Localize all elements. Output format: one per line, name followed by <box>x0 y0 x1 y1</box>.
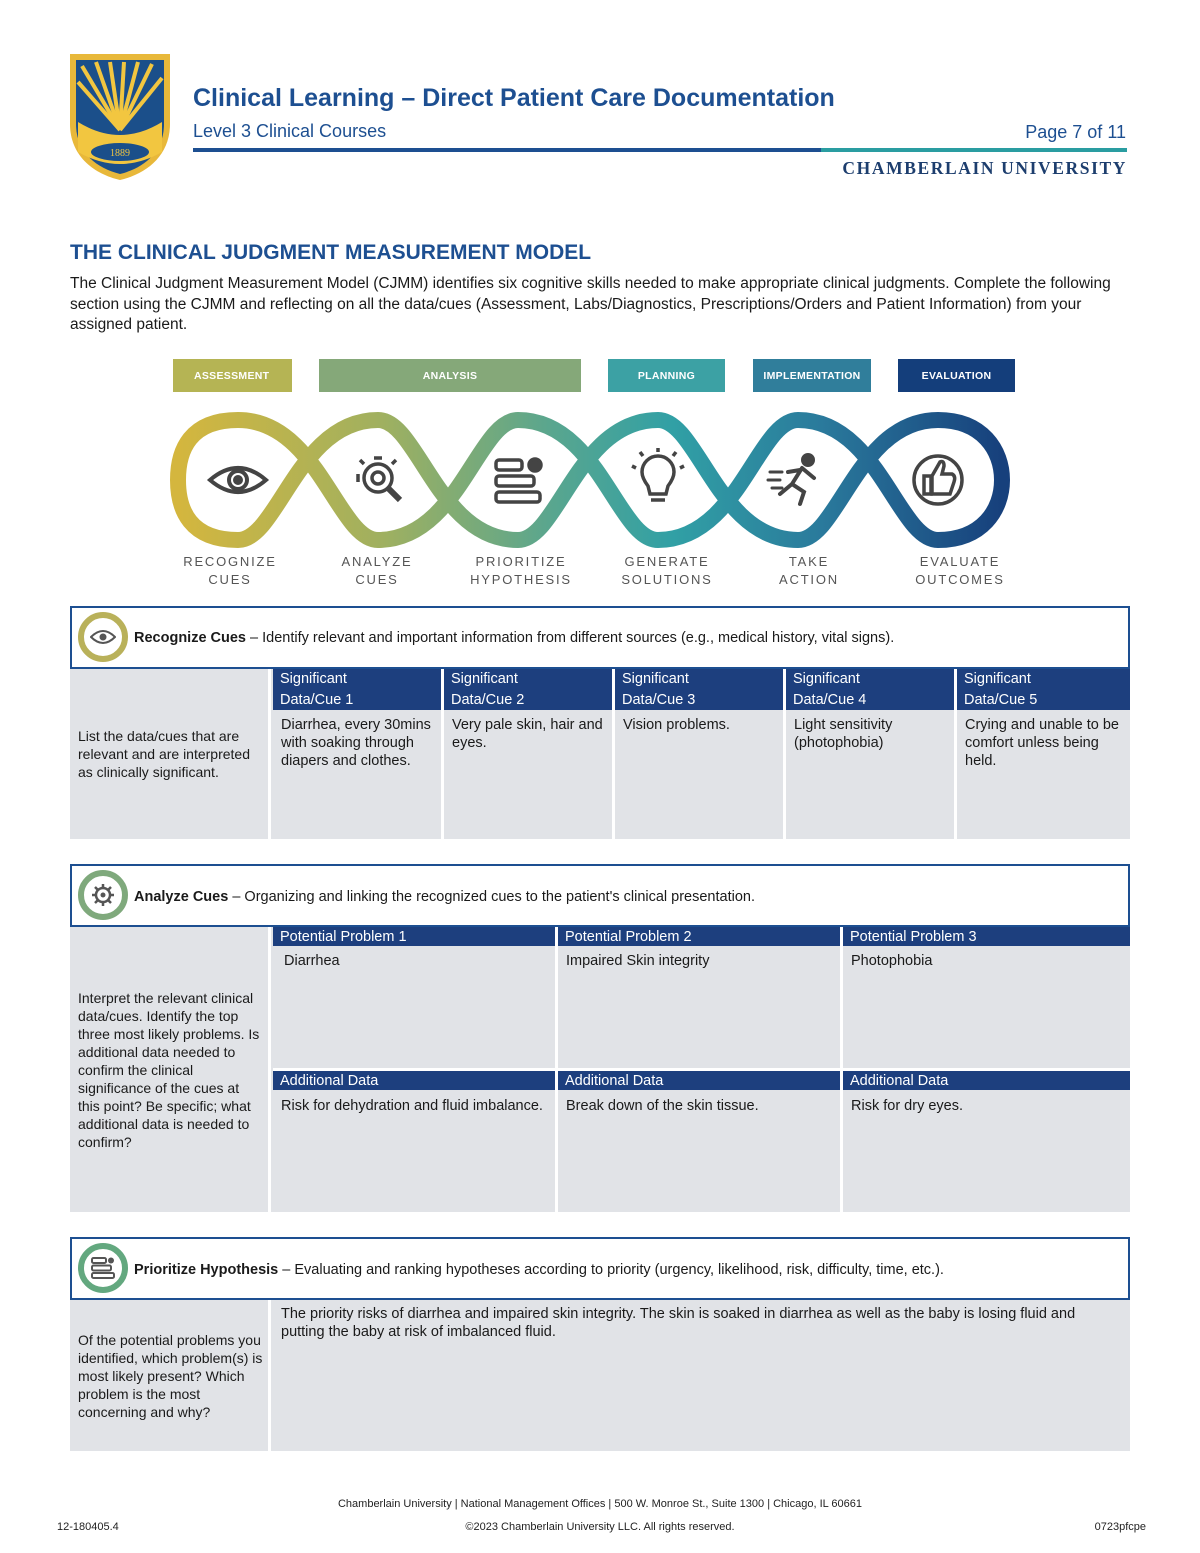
additional-data-value-3: Risk for dry eyes. <box>851 1098 963 1114</box>
step-prioritize-hypothesis: PRIORITIZE HYPOTHESIS <box>470 554 572 587</box>
step-evaluate-outcomes: EVALUATE OUTCOMES <box>915 554 1005 587</box>
column-divider <box>441 669 444 839</box>
cue-value-5: Crying and unable to be comfort unless being held. <box>965 717 1119 769</box>
additional-data-value-1: Risk for dehydration and fluid imbalance. <box>281 1098 543 1114</box>
header-rule-teal <box>821 148 1127 152</box>
step-recognize-cues: RECOGNIZE CUES <box>183 554 277 587</box>
university-wordmark: CHAMBERLAIN UNIVERSITY <box>842 158 1127 178</box>
svg-text:1889: 1889 <box>110 148 130 159</box>
eye-icon <box>78 612 128 662</box>
phase-analysis: ANALYSIS <box>319 359 581 392</box>
additional-data-header-3: Additional Data <box>843 1071 1130 1090</box>
thumbs-up-icon <box>914 456 962 504</box>
cjmm-helix-diagram <box>160 410 1030 550</box>
cue-header-3: Significant Data/Cue 3 <box>615 669 783 710</box>
eye-icon <box>210 468 266 492</box>
column-divider <box>783 669 786 839</box>
step-analyze-cues: ANALYZE CUES <box>341 554 413 587</box>
problem-value-2: Impaired Skin integrity <box>566 953 710 969</box>
phase-assessment: ASSESSMENT <box>173 359 292 392</box>
analyze-cues-table <box>70 927 1130 1212</box>
additional-data-header-1: Additional Data <box>273 1071 555 1090</box>
step-take-action: TAKE ACTION <box>779 554 839 587</box>
running-person-icon <box>768 455 814 504</box>
cue-header-2: Significant Data/Cue 2 <box>444 669 612 710</box>
analyze-cues-title: Analyze Cues – Organizing and linking the recognized cues to the patient's clinical presentation. <box>134 889 755 905</box>
problem-header-2: Potential Problem 2 <box>558 927 840 946</box>
step-generate-solutions: GENERATE SOLUTIONS <box>621 554 713 587</box>
document-subtitle: Level 3 Clinical Courses <box>193 121 387 141</box>
lightbulb-icon <box>632 448 684 500</box>
problem-value-1: Diarrhea <box>284 953 340 969</box>
prioritize-hypothesis-header <box>70 1237 1130 1300</box>
footer-address: Chamberlain University | National Management Offices | 500 W. Monroe St., Suite 1300 | Chicago, IL 60661 <box>337 1498 862 1510</box>
cue-value-1: Diarrhea, every 30mins with soaking through diapers and clothes. <box>281 717 431 769</box>
column-divider <box>612 669 615 839</box>
additional-data-value-2: Break down of the skin tissue. <box>566 1098 759 1114</box>
gear-icon <box>78 870 128 920</box>
problem-value-3: Photophobia <box>851 953 933 969</box>
gear-magnifier-icon <box>358 458 400 500</box>
phase-evaluation: EVALUATION <box>898 359 1015 392</box>
analyze-prompt: Interpret the relevant clinical data/cues. Identify the top three most likely problems. Is additional data needed to confirm the clinical significance of the cues at this point? Be specific; what additional data is needed to confirm? <box>70 927 271 1212</box>
prioritize-hypothesis-title: Prioritize Hypothesis – Evaluating and ranking hypotheses according to priority (urgency, likelihood, risk, difficulty, time, etc.). <box>134 1262 944 1278</box>
problem-header-3: Potential Problem 3 <box>843 927 1130 946</box>
analyze-cues-header <box>70 864 1130 927</box>
university-crest-logo <box>68 52 172 182</box>
cue-header-1: Significant Data/Cue 1 <box>273 669 441 710</box>
stacked-list-icon <box>78 1243 128 1293</box>
recognize-cues-header <box>70 606 1130 669</box>
footer-document-id: 12-180405.4 <box>57 1521 119 1533</box>
phase-implementation: IMPLEMENTATION <box>753 359 871 392</box>
footer-code: 0723pfcpe <box>1094 1521 1146 1533</box>
cue-header-5: Significant Data/Cue 5 <box>957 669 1130 710</box>
prioritize-answer: The priority risks of diarrhea and impaired skin integrity. The skin is soaked in diarrhea as well as the baby is losing fluid and putting the baby at risk of imbalanced fluid. <box>281 1306 1076 1340</box>
additional-data-header-2: Additional Data <box>558 1071 840 1090</box>
stacked-list-icon <box>496 459 541 502</box>
cue-value-2: Very pale skin, hair and eyes. <box>452 717 603 751</box>
phase-planning: PLANNING <box>608 359 725 392</box>
model-intro-text: The Clinical Judgment Measurement Model (CJMM) identifies six cognitive skills needed to make appropriate clinical judgments. Complete the following section using the CJMM and reflecting on all the data/cues (Assessment, Labs/Diagnostics, Prescriptions/Orders and Patient Information) from your assigned patient. <box>70 275 1111 333</box>
cue-value-3: Vision problems. <box>623 717 730 733</box>
prioritize-hypothesis-table <box>70 1300 1130 1451</box>
footer-copyright: ©2023 Chamberlain University LLC. All rights reserved. <box>465 1521 735 1533</box>
document-title: Clinical Learning – Direct Patient Care Documentation <box>193 84 835 112</box>
cue-header-4: Significant Data/Cue 4 <box>786 669 954 710</box>
page-number: Page 7 of 11 <box>1025 122 1126 142</box>
problem-header-1: Potential Problem 1 <box>273 927 555 946</box>
recognize-prompt: List the data/cues that are relevant and are interpreted as clinically significant. <box>70 669 271 839</box>
header-rule-navy <box>193 148 821 152</box>
model-heading: THE CLINICAL JUDGMENT MEASUREMENT MODEL <box>70 241 592 264</box>
recognize-cues-table <box>70 669 1130 839</box>
prioritize-prompt: Of the potential problems you identified, which problem(s) is most likely present? Which problem is the most concerning and why? <box>70 1300 271 1451</box>
recognize-cues-title: Recognize Cues – Identify relevant and important information from different sources (e.g., medical history, vital signs). <box>134 630 895 646</box>
cue-value-4: Light sensitivity (photophobia) <box>794 717 893 751</box>
